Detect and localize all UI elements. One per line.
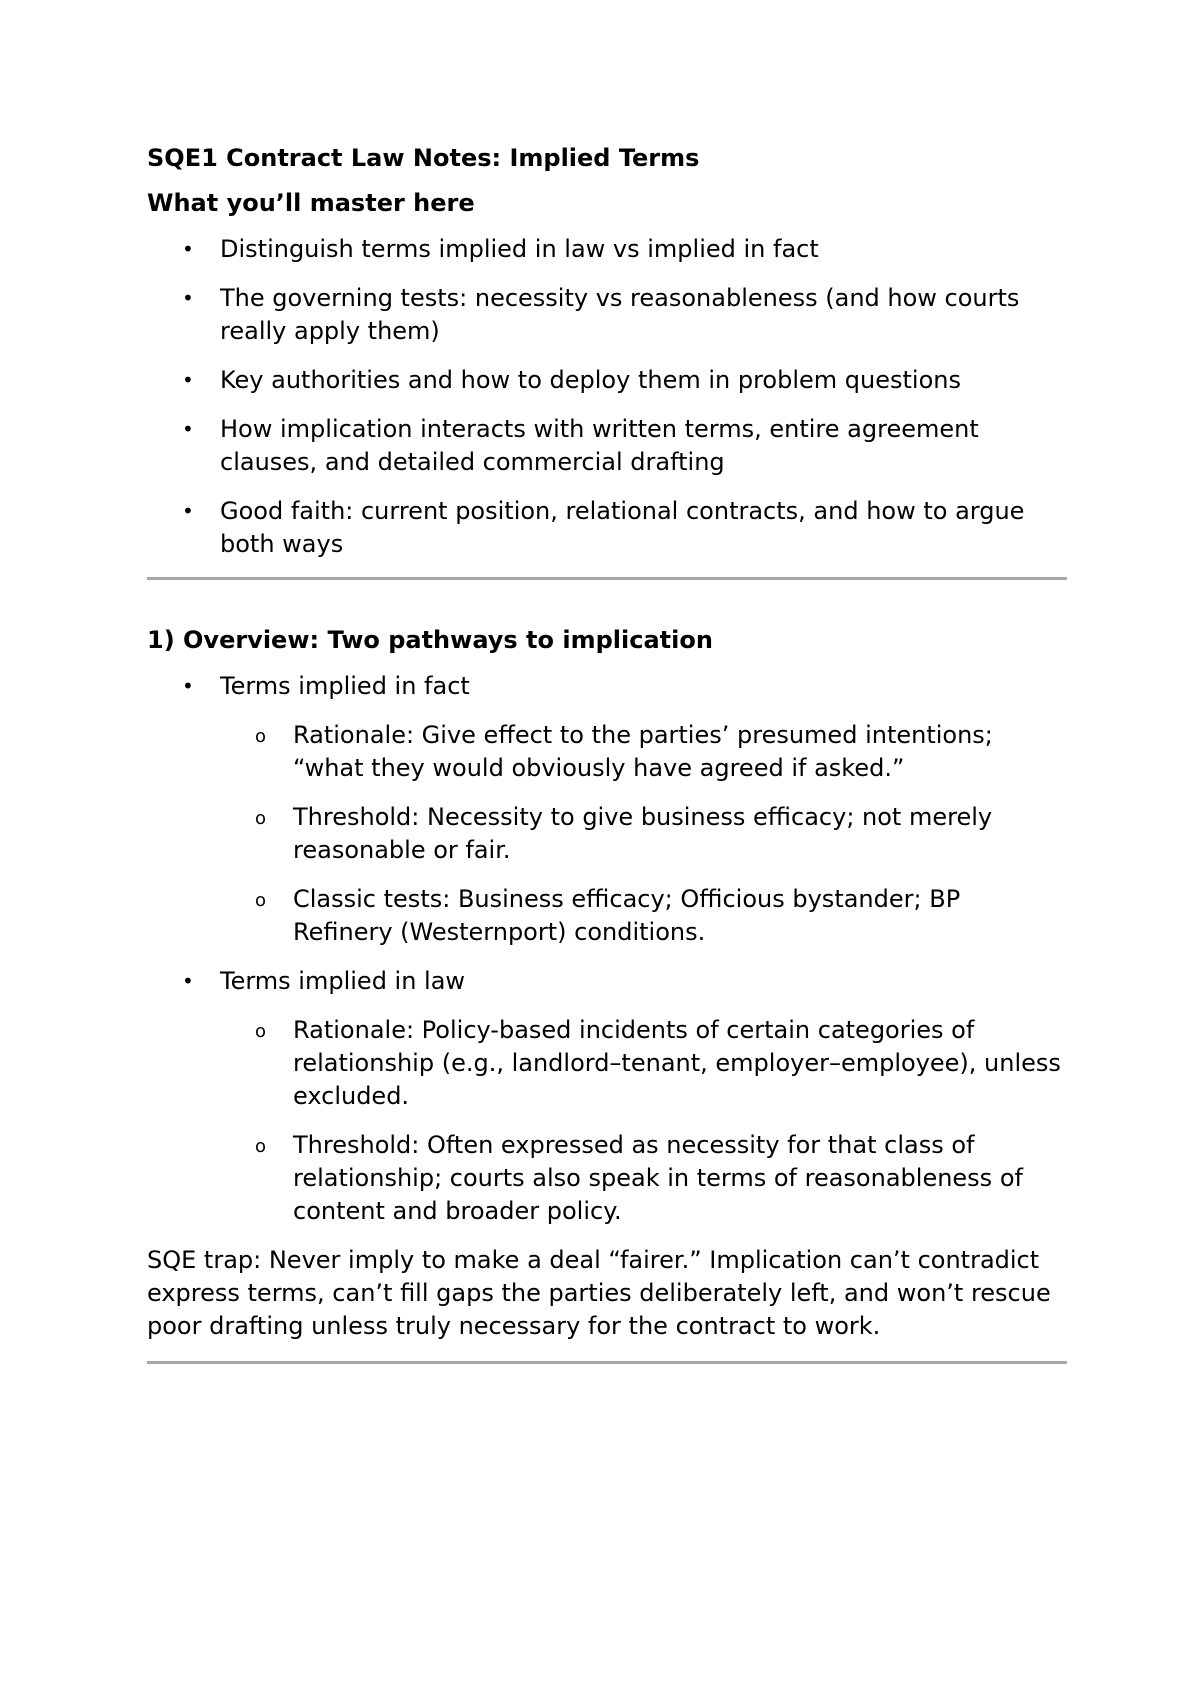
- objective-text: The governing tests: necessity vs reasonableness (and how courts really apply them): [220, 284, 1020, 345]
- section-heading: 1) Overview: Two pathways to implication: [147, 626, 713, 654]
- pathway-point: [220, 801, 1067, 867]
- point-text: Threshold: Necessity to give business efficacy; not merely reasonable or fair.: [293, 803, 993, 864]
- sub-bullet-icon: o: [255, 808, 267, 829]
- objective-text: Key authorities and how to deploy them in problem questions: [220, 366, 961, 394]
- bullet-icon: •: [182, 286, 194, 310]
- sub-bullet-icon: o: [255, 890, 267, 911]
- sub-bullet-icon: o: [255, 726, 267, 747]
- objectives-heading: What you’ll master here: [147, 189, 475, 217]
- point-text: Rationale: Policy-based incidents of certain categories of relationship (e.g., landlord–tenant, employer–employee), unless excluded.: [293, 1016, 1061, 1110]
- objective-text: Good faith: current position, relational contracts, and how to argue both ways: [220, 497, 1025, 558]
- section-divider: [147, 1361, 1067, 1364]
- pathway-label: Terms implied in law: [220, 967, 466, 995]
- objective-item: [147, 413, 1067, 479]
- bullet-icon: •: [182, 417, 194, 441]
- document-title: SQE1 Contract Law Notes: Implied Terms: [147, 144, 700, 172]
- pathway-point: [220, 1129, 1067, 1228]
- objective-text: Distinguish terms implied in law vs implied in fact: [220, 235, 819, 263]
- sqe-trap-note: SQE trap: Never imply to make a deal “fairer.” Implication can’t contradict express terms, can’t fill gaps the parties deliberately left, and won’t rescue poor drafting unless truly necessary for the contract to work.: [147, 1246, 1051, 1340]
- pathway-item: [147, 670, 1067, 949]
- pathway-point: [220, 1014, 1067, 1113]
- objective-item: [147, 364, 1067, 397]
- bullet-icon: •: [182, 499, 194, 523]
- pathway-point: [220, 883, 1067, 949]
- pathway-item: [147, 965, 1067, 1228]
- point-text: Rationale: Give effect to the parties’ presumed intentions; “what they would obviously have agreed if asked.”: [293, 721, 993, 782]
- pathways-list: [147, 670, 1067, 1228]
- pathway-points: [220, 1014, 1067, 1228]
- pathway-points: [220, 719, 1067, 949]
- point-text: Threshold: Often expressed as necessity for that class of relationship; courts also speak in terms of reasonableness of content and broader policy.: [293, 1131, 1023, 1225]
- pathway-label: Terms implied in fact: [220, 672, 470, 700]
- pathway-point: [220, 719, 1067, 785]
- objective-item: [147, 233, 1067, 266]
- objective-text: How implication interacts with written terms, entire agreement clauses, and detailed commercial drafting: [220, 415, 979, 476]
- bullet-icon: •: [182, 368, 194, 392]
- objective-item: [147, 282, 1067, 348]
- section-divider: [147, 577, 1067, 580]
- sub-bullet-icon: o: [255, 1136, 267, 1157]
- point-text: Classic tests: Business efficacy; Officious bystander; BP Refinery (Westernport) conditions.: [293, 885, 961, 946]
- objectives-list: [147, 233, 1067, 561]
- bullet-icon: •: [182, 237, 194, 261]
- bullet-icon: •: [182, 969, 194, 993]
- bullet-icon: •: [182, 674, 194, 698]
- document-page: [147, 142, 1067, 1364]
- objective-item: [147, 495, 1067, 561]
- sub-bullet-icon: o: [255, 1021, 267, 1042]
